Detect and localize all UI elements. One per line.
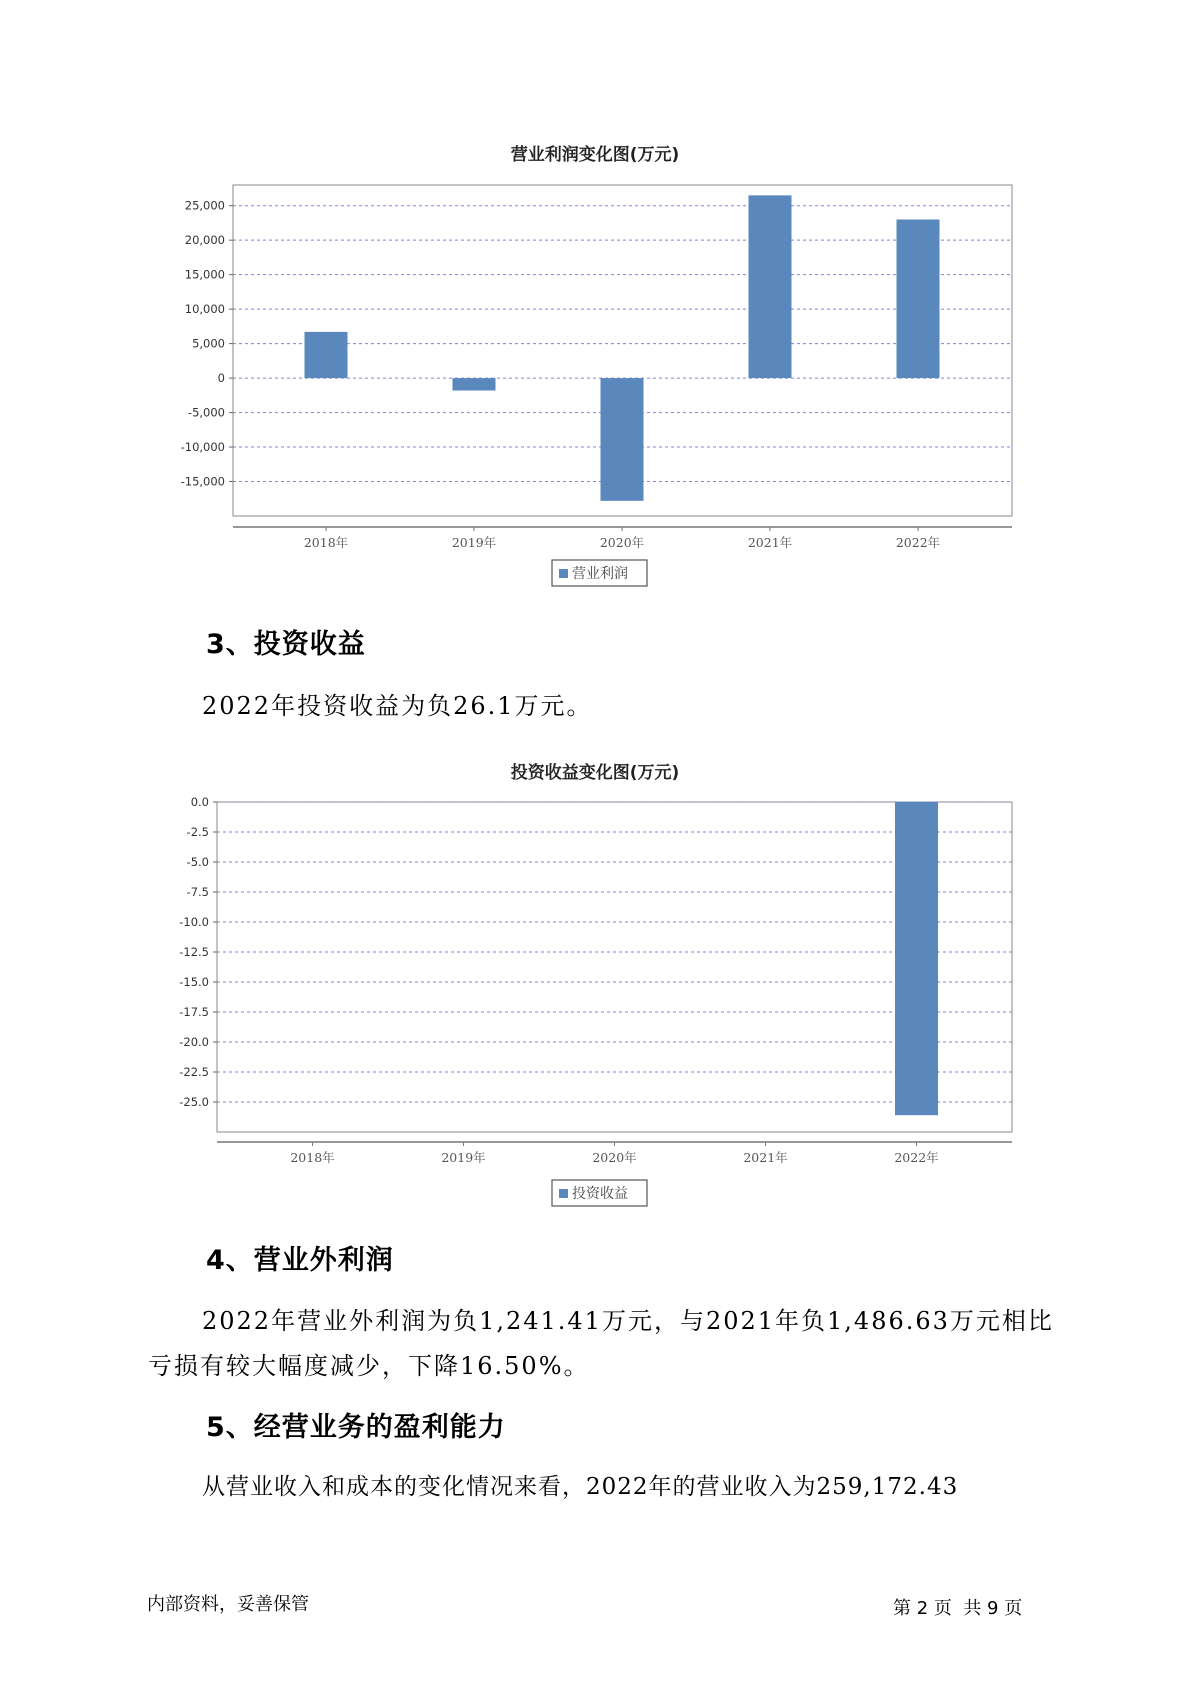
y-tick-label: -10,000 (180, 440, 225, 455)
profitability-paragraph: 从营业收入和成本的变化情况来看，2022年的营业收入为259,172.43 (202, 1474, 959, 1500)
chart-legend (552, 560, 647, 586)
chart-title: 营业利润变化图(万元) (510, 145, 680, 165)
investment-paragraph: 2022年投资收益为负26.1万元。 (202, 692, 593, 720)
x-tick-label: 2021年 (747, 535, 793, 550)
legend-label: 投资收益 (572, 1186, 628, 1202)
chart-legend (552, 1180, 647, 1206)
x-tick-label: 2018年 (303, 535, 349, 550)
operating-profit-chart (0, 0, 1191, 600)
x-tick-label: 2020年 (592, 1150, 637, 1165)
legend-swatch (559, 569, 568, 578)
footer-page-number: 第 2 页 共 9 页 (893, 1598, 1023, 1619)
y-tick-label: -20.0 (179, 1035, 209, 1049)
footer-confidential: 内部资料，妥善保管 (147, 1594, 309, 1615)
bar-2019年 (453, 378, 496, 390)
y-tick-label: -5,000 (187, 405, 225, 420)
section-heading-investment: 3、投资收益 (206, 629, 366, 660)
legend-swatch (559, 1189, 568, 1198)
section-heading-profitability: 5、经营业务的盈利能力 (206, 1412, 506, 1443)
plot-area (217, 802, 1012, 1132)
investment-income-chart-svg (0, 740, 1191, 1210)
y-tick-label: 0 (217, 371, 225, 386)
y-tick-label: 25,000 (184, 198, 225, 213)
x-tick-label: 2020年 (599, 535, 645, 550)
operating-profit-chart-svg (0, 0, 1191, 600)
bar-2022年 (897, 219, 940, 378)
y-tick-label: -17.5 (179, 1005, 209, 1019)
y-tick-label: -12.5 (179, 945, 209, 959)
bar-2021年 (749, 195, 792, 378)
x-tick-label: 2018年 (290, 1150, 335, 1165)
bar-2018年 (305, 332, 348, 378)
non-operating-paragraph-line2: 亏损有较大幅度减少，下降16.50%。 (148, 1352, 590, 1380)
y-tick-label: -15,000 (180, 474, 225, 489)
y-tick-label: -15.0 (179, 975, 209, 989)
y-tick-label: 0.0 (190, 795, 209, 809)
y-tick-label: 10,000 (184, 302, 225, 317)
chart-title: 投资收益变化图(万元) (510, 763, 680, 783)
x-tick-label: 2022年 (894, 1150, 939, 1165)
non-operating-paragraph-line1: 2022年营业外利润为负1,241.41万元，与2021年负1,486.63万元相比 (202, 1307, 1054, 1335)
y-tick-label: -5.0 (186, 855, 209, 869)
x-tick-label: 2022年 (895, 535, 941, 550)
bar-2022年 (895, 802, 938, 1115)
section-heading-non-operating: 4、营业外利润 (206, 1245, 394, 1276)
x-tick-label: 2021年 (743, 1150, 788, 1165)
investment-income-chart (0, 740, 1191, 1210)
y-tick-label: -7.5 (186, 885, 209, 899)
y-tick-label: -25.0 (179, 1095, 209, 1109)
x-tick-label: 2019年 (441, 1150, 486, 1165)
y-tick-label: -10.0 (179, 915, 209, 929)
bar-2020年 (601, 378, 644, 501)
x-tick-label: 2019年 (451, 535, 497, 550)
y-tick-label: 20,000 (184, 233, 225, 248)
legend-label: 营业利润 (572, 566, 628, 582)
y-tick-label: -22.5 (179, 1065, 209, 1079)
y-tick-label: 15,000 (184, 267, 225, 282)
y-tick-label: 5,000 (192, 336, 225, 351)
y-tick-label: -2.5 (186, 825, 209, 839)
